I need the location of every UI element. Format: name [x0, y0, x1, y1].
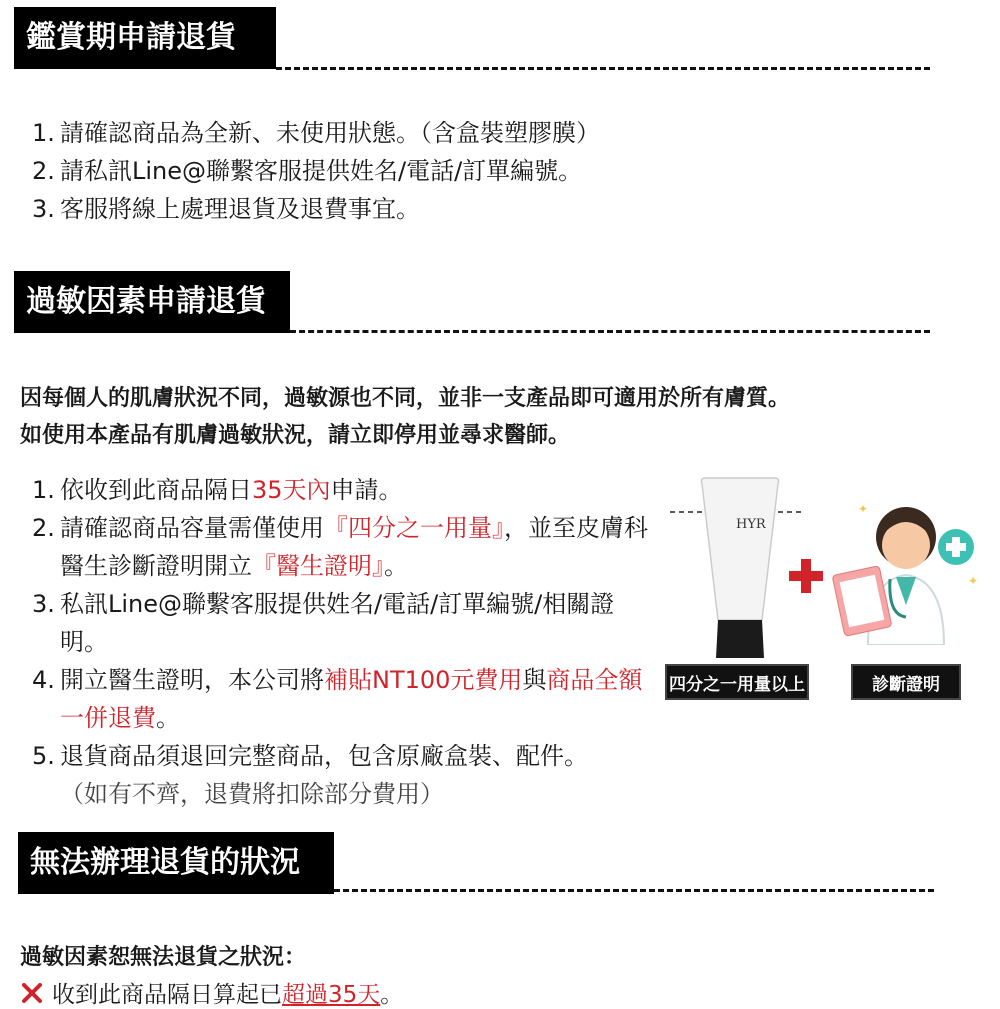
list-item: 3. 客服將線上處理退貨及退費事宜。 — [32, 195, 420, 223]
svg-text:✦: ✦ — [968, 574, 979, 588]
appreciation-list — [32, 114, 600, 228]
list-item: 5. 退貨商品須退回完整商品，包含原廠盒裝、配件。 （如有不齊，退費將扣除部分費用） — [32, 742, 588, 808]
doctor-icon — [828, 495, 988, 645]
list-item: 2. 請私訊Line@聯繫客服提供姓名/電話/訂單編號。 — [32, 157, 583, 185]
section-title-text: 鑑賞期申請退貨 — [26, 20, 236, 55]
list-item: 1. 請確認商品為全新、未使用狀態。（含盒裝塑膠膜） — [32, 119, 600, 147]
divider — [290, 330, 930, 333]
section-title-text: 無法辦理退貨的狀況 — [30, 845, 300, 880]
non-returnable-subhead: 過敏因素恕無法退貨之狀況： — [20, 945, 307, 970]
section-title-non-returnable — [18, 832, 334, 894]
list-item: 3. 私訊Line@聯繫客服提供姓名/電話/訂單編號/相關證明。 — [32, 590, 615, 656]
product-brand-text: HYR — [736, 517, 766, 532]
label-quarter-usage: 四分之一用量以上 — [665, 664, 809, 700]
allergy-intro-line-2: 如使用本產品有肌膚過敏狀況，請立即停用並尋求醫師。 — [20, 423, 571, 448]
section-title-text: 過敏因素申請退貨 — [26, 284, 266, 319]
divider — [334, 889, 934, 892]
list-item: 4. 開立醫生證明，本公司將補貼NT100元費用與商品全額一併退費。 — [32, 666, 643, 732]
list-item: 2. 請確認商品容量需僅使用『四分之一用量』，並至皮膚科醫生診斷證明開立『醫生證明』。 — [32, 514, 648, 580]
plus-icon — [786, 556, 826, 596]
non-returnable-line: 收到此商品隔日算起已超過35天。 — [20, 976, 403, 1009]
divider — [276, 67, 930, 70]
allergy-list — [32, 471, 657, 813]
label-diagnosis-certificate: 診斷證明 — [851, 664, 961, 700]
cross-icon — [20, 981, 44, 1005]
section-title-allergy — [14, 271, 290, 333]
section-title-appreciation — [14, 7, 276, 69]
allergy-intro-line-1: 因每個人的肌膚狀況不同，過敏源也不同，並非一支產品即可適用於所有膚質。 — [20, 386, 791, 411]
svg-text:✦: ✦ — [858, 502, 869, 516]
list-item: 1. 依收到此商品隔日35天內申請。 — [32, 476, 403, 504]
